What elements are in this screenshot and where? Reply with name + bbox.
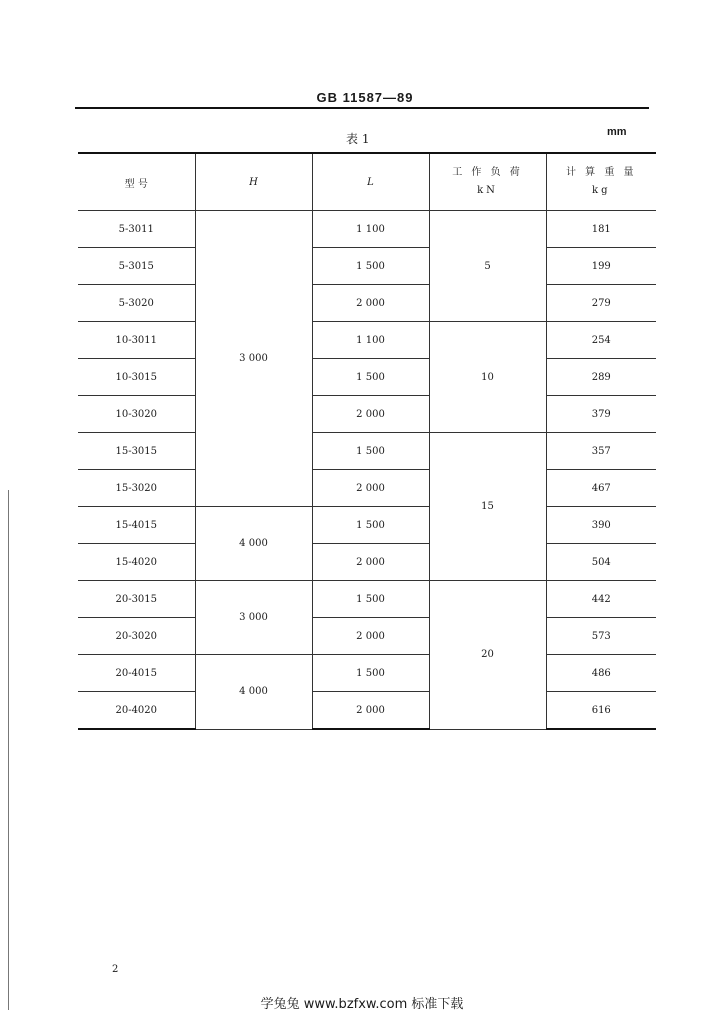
col-load-label: 工 作 负 荷 [452, 167, 523, 178]
table-row [78, 581, 656, 618]
col-load [429, 153, 546, 211]
cell-weight: 254 [546, 322, 656, 359]
col-weight-label: 计 算 重 量 [565, 167, 637, 178]
cell-h: 3 000 [195, 581, 312, 655]
cell-weight: 442 [546, 581, 656, 618]
cell-model: 10-3015 [78, 359, 195, 396]
cell-model: 5-3011 [78, 211, 195, 248]
header-rule [75, 107, 649, 109]
cell-l: 2 000 [312, 470, 429, 507]
footer-watermark: 学兔兔 www.bzfxw.com 标准下载 [260, 997, 464, 1012]
col-weight-unit: kg [592, 185, 611, 196]
cell-weight: 357 [546, 433, 656, 470]
cell-model: 10-3020 [78, 396, 195, 433]
table-row [78, 655, 656, 692]
cell-h: 4 000 [195, 655, 312, 730]
cell-weight: 390 [546, 507, 656, 544]
spec-table [78, 152, 656, 730]
cell-load: 20 [429, 581, 546, 730]
cell-weight: 379 [546, 396, 656, 433]
table-unit: mm [607, 126, 627, 138]
table-row [78, 507, 656, 544]
cell-model: 10-3011 [78, 322, 195, 359]
page-number: 2 [112, 964, 119, 975]
cell-l: 2 000 [312, 285, 429, 322]
cell-h: 3 000 [195, 211, 312, 507]
cell-model: 20-3020 [78, 618, 195, 655]
cell-h: 4 000 [195, 507, 312, 581]
table-row [78, 248, 656, 285]
cell-load: 5 [429, 211, 546, 322]
cell-l: 1 500 [312, 507, 429, 544]
cell-weight: 279 [546, 285, 656, 322]
cell-l: 1 100 [312, 322, 429, 359]
cell-l: 2 000 [312, 692, 429, 730]
col-model: 型 号 [78, 153, 195, 211]
cell-l: 2 000 [312, 618, 429, 655]
cell-model: 15-4020 [78, 544, 195, 581]
cell-weight: 467 [546, 470, 656, 507]
cell-l: 1 100 [312, 211, 429, 248]
cell-model: 5-3015 [78, 248, 195, 285]
scan-edge-line [8, 490, 9, 1010]
table-row [78, 692, 656, 730]
table-row [78, 470, 656, 507]
table-row [78, 359, 656, 396]
cell-weight: 199 [546, 248, 656, 285]
cell-model: 20-3015 [78, 581, 195, 618]
table-row [78, 618, 656, 655]
table-title: 表 1 [346, 132, 370, 146]
cell-load: 15 [429, 433, 546, 581]
cell-weight: 289 [546, 359, 656, 396]
col-weight [546, 153, 656, 211]
cell-l: 2 000 [312, 396, 429, 433]
cell-weight: 486 [546, 655, 656, 692]
cell-model: 15-3015 [78, 433, 195, 470]
table-row [78, 322, 656, 359]
cell-l: 1 500 [312, 248, 429, 285]
cell-l: 1 500 [312, 359, 429, 396]
cell-model: 15-3020 [78, 470, 195, 507]
cell-l: 1 500 [312, 655, 429, 692]
cell-l: 2 000 [312, 544, 429, 581]
cell-weight: 616 [546, 692, 656, 730]
col-h: H [195, 153, 312, 211]
cell-weight: 181 [546, 211, 656, 248]
col-l: L [312, 153, 429, 211]
cell-weight: 573 [546, 618, 656, 655]
cell-model: 20-4015 [78, 655, 195, 692]
cell-l: 1 500 [312, 581, 429, 618]
cell-load: 10 [429, 322, 546, 433]
table-row [78, 396, 656, 433]
cell-model: 15-4015 [78, 507, 195, 544]
standard-number: GB 11587—89 [316, 90, 414, 105]
table-row [78, 285, 656, 322]
cell-model: 20-4020 [78, 692, 195, 730]
table-row [78, 211, 656, 248]
cell-weight: 504 [546, 544, 656, 581]
table-row [78, 433, 656, 470]
col-load-unit: kN [477, 185, 498, 196]
table-header-row [78, 153, 656, 211]
cell-l: 1 500 [312, 433, 429, 470]
cell-model: 5-3020 [78, 285, 195, 322]
table-row [78, 544, 656, 581]
